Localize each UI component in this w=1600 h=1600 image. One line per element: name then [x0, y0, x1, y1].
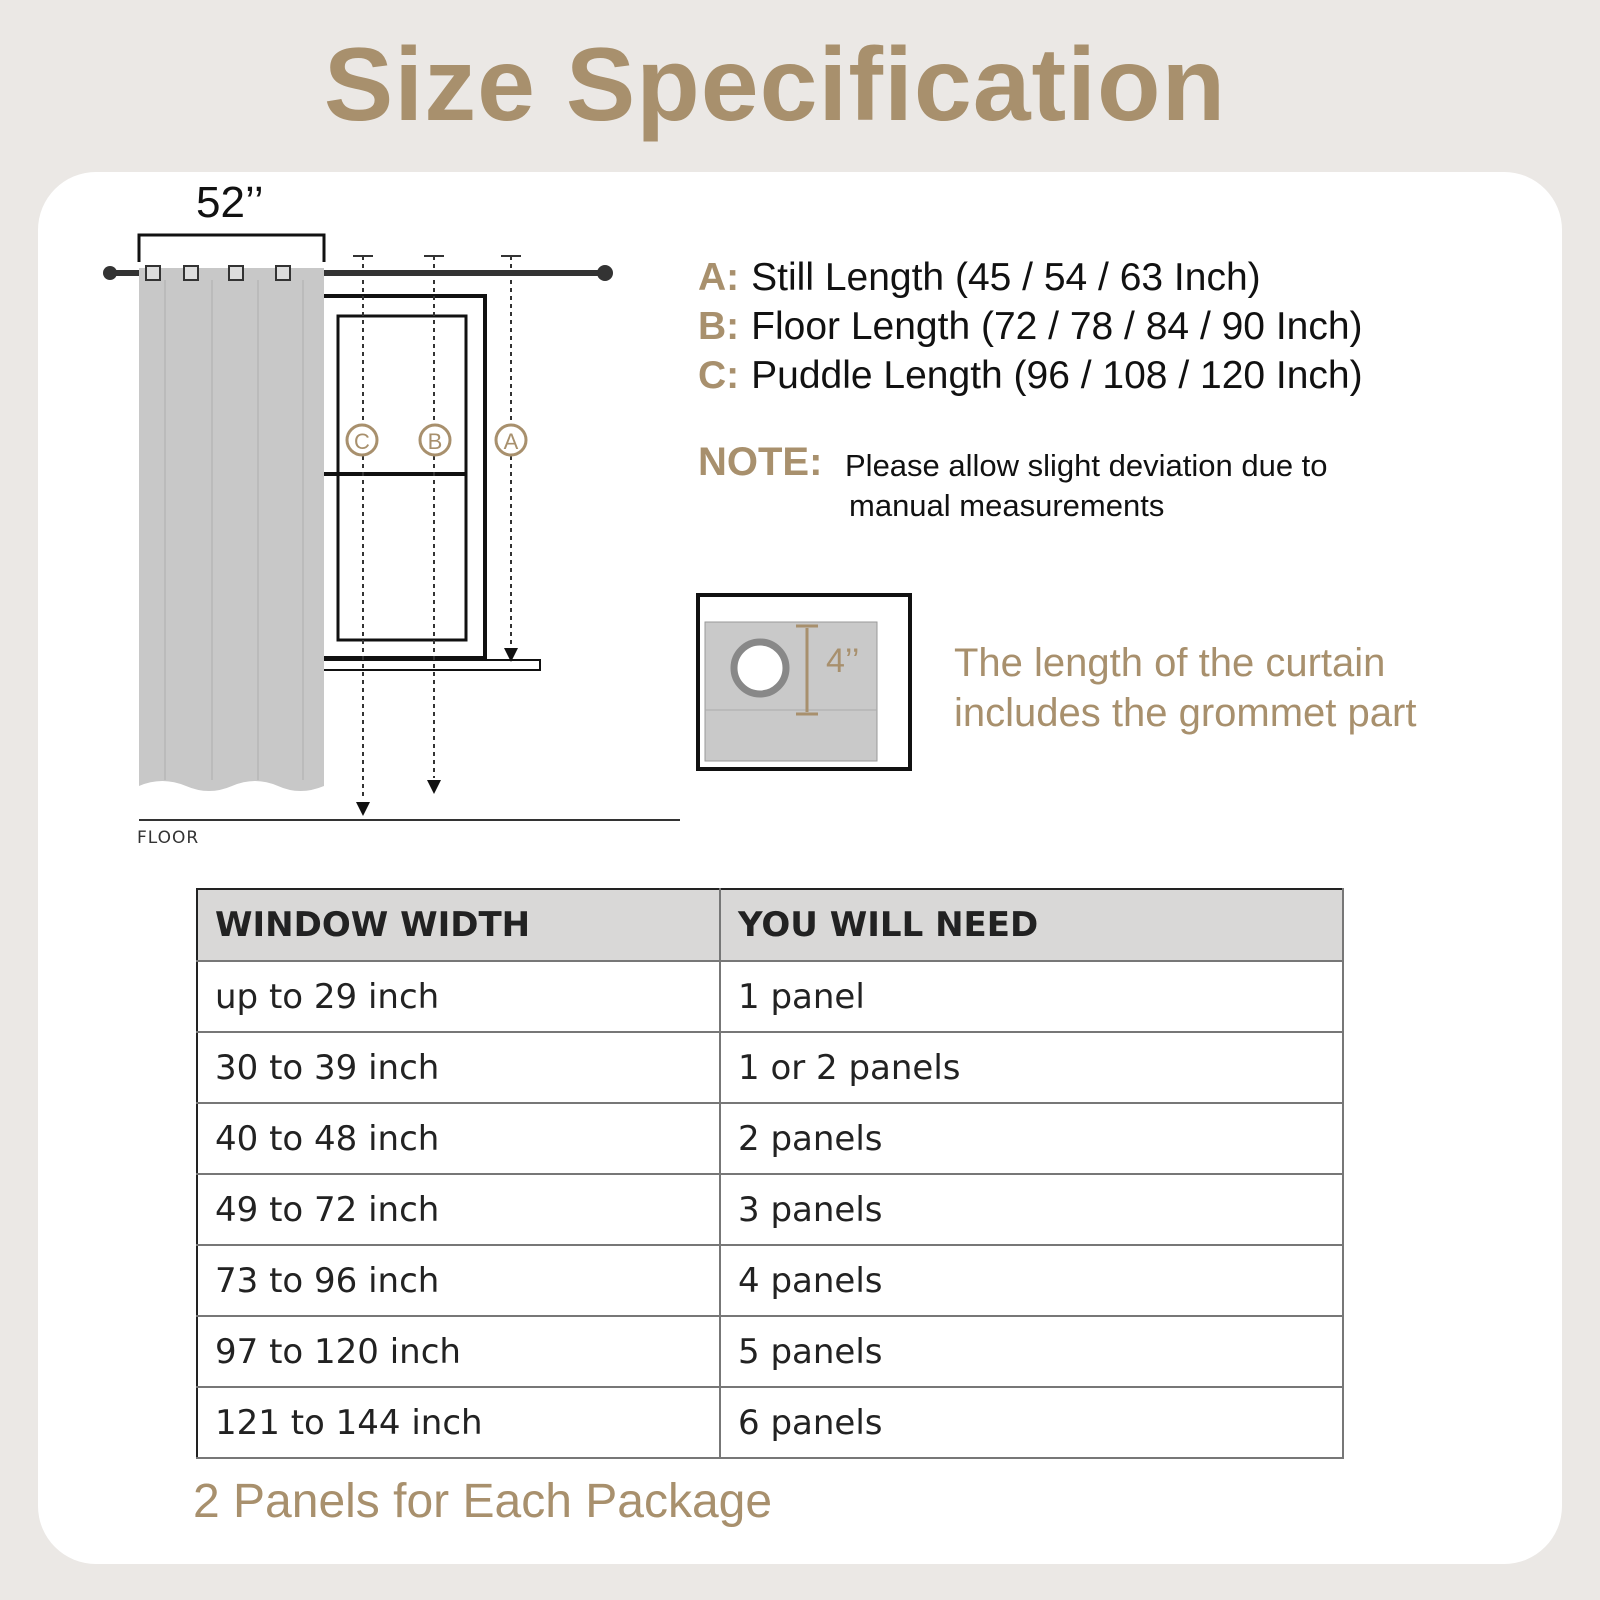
grommet-caption-line-2: includes the grommet part: [954, 691, 1417, 735]
table-row: [197, 1387, 1343, 1458]
svg-text:C: C: [354, 429, 370, 454]
grommet-ring-icon: [734, 642, 786, 694]
curtain-panel: [139, 266, 324, 791]
panels-needed-cell: 2 panels: [720, 1103, 1343, 1174]
table-row: [197, 1103, 1343, 1174]
window-illustration: [320, 296, 540, 670]
note-label: NOTE:: [698, 440, 823, 484]
package-note: 2 Panels for Each Package: [193, 1475, 773, 1528]
spec-line-c: [698, 354, 1363, 398]
width-label: 52’’: [196, 178, 264, 227]
spec-text: Still Length (45 / 54 / 63 Inch): [751, 256, 1261, 299]
grommet-caption: [954, 638, 1514, 738]
panels-needed-cell: 3 panels: [720, 1174, 1343, 1245]
panel-table: [196, 888, 1344, 1459]
note-line-1: Please allow slight deviation due to: [845, 448, 1328, 483]
panels-needed-cell: 1 panel: [720, 961, 1343, 1032]
window-width-cell: 73 to 96 inch: [197, 1245, 720, 1316]
spec-key: A:: [698, 256, 740, 299]
spec-text: Puddle Length (96 / 108 / 120 Inch): [751, 354, 1363, 397]
window-width-cell: 121 to 144 inch: [197, 1387, 720, 1458]
note-text: [845, 446, 1525, 526]
svg-text:A: A: [503, 429, 519, 454]
grommet-caption-line-1: The length of the curtain: [954, 641, 1386, 685]
spec-text: Floor Length (72 / 78 / 84 / 90 Inch): [751, 305, 1363, 348]
panels-needed-cell: 4 panels: [720, 1245, 1343, 1316]
measurement-arrows: [356, 648, 518, 816]
svg-text:B: B: [427, 429, 443, 454]
note-line-2: manual measurements: [849, 488, 1165, 523]
grommet-size-label: 4’’: [826, 642, 860, 680]
floor-label: FLOOR: [137, 828, 200, 848]
table-row: [197, 961, 1343, 1032]
table-row: [197, 1245, 1343, 1316]
window-width-cell: up to 29 inch: [197, 961, 720, 1032]
panels-needed-cell: 1 or 2 panels: [720, 1032, 1343, 1103]
window-width-cell: 97 to 120 inch: [197, 1316, 720, 1387]
panels-needed-cell: 6 panels: [720, 1387, 1343, 1458]
marker-c: [347, 425, 377, 455]
spec-line-b: [698, 305, 1363, 349]
marker-b: [420, 425, 450, 455]
table-row: [197, 1174, 1343, 1245]
panels-needed-cell: 5 panels: [720, 1316, 1343, 1387]
table-row: [197, 1316, 1343, 1387]
window-width-cell: 49 to 72 inch: [197, 1174, 720, 1245]
marker-a: [496, 425, 526, 455]
window-width-cell: 40 to 48 inch: [197, 1103, 720, 1174]
spec-line-a: [698, 256, 1261, 300]
page-title: Size Specification: [323, 27, 1227, 143]
header-window-width: WINDOW WIDTH: [197, 889, 720, 961]
table-header-row: [197, 889, 1343, 961]
width-bracket: [139, 235, 324, 262]
spec-key: C:: [698, 354, 740, 397]
table-row: [197, 1032, 1343, 1103]
grommet-detail: [698, 595, 910, 769]
spec-key: B:: [698, 305, 740, 348]
window-width-cell: 30 to 39 inch: [197, 1032, 720, 1103]
header-you-will-need: YOU WILL NEED: [720, 889, 1343, 961]
